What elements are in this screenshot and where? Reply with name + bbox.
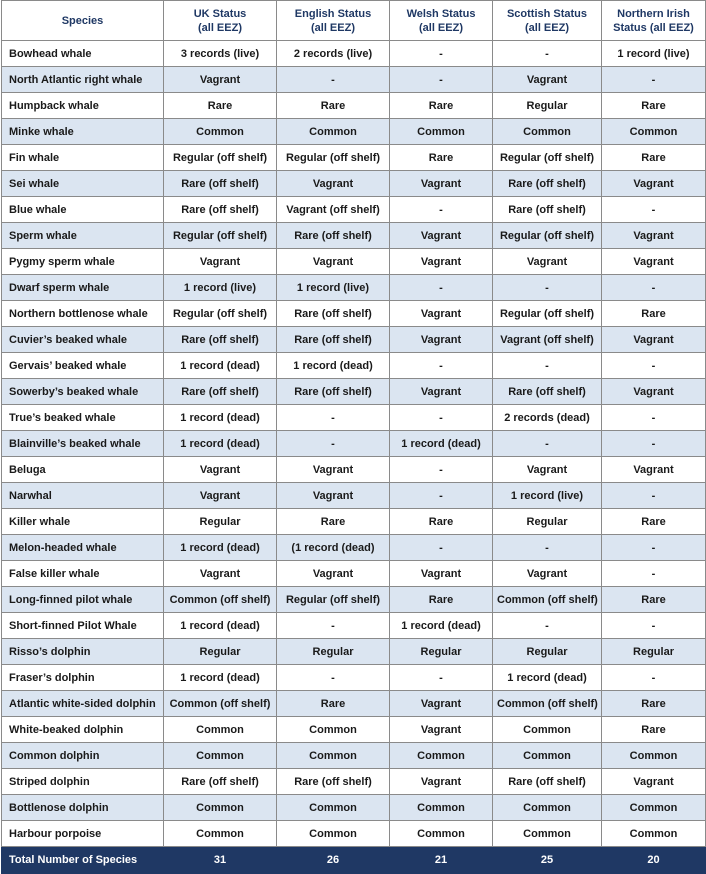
- northern-irish-status-cell: -: [602, 561, 706, 587]
- welsh-status-cell: Vagrant: [390, 249, 493, 275]
- welsh-status-cell: Vagrant: [390, 717, 493, 743]
- english-status-cell: -: [277, 405, 390, 431]
- english-status-cell: 1 record (dead): [277, 353, 390, 379]
- table-row: [2, 67, 706, 93]
- scottish-status-cell: -: [493, 41, 602, 67]
- scottish-status-cell: Common: [493, 821, 602, 847]
- total-uk: 31: [164, 847, 277, 874]
- total-label: Total Number of Species: [2, 847, 164, 874]
- english-status-cell: Vagrant: [277, 483, 390, 509]
- english-status-cell: -: [277, 67, 390, 93]
- welsh-status-cell: 1 record (dead): [390, 613, 493, 639]
- table-row: [2, 613, 706, 639]
- species-cell: Harbour porpoise: [2, 821, 164, 847]
- welsh-status-cell: -: [390, 353, 493, 379]
- scottish-status-cell: 2 records (dead): [493, 405, 602, 431]
- english-status-cell: 2 records (live): [277, 41, 390, 67]
- species-cell: Gervais’ beaked whale: [2, 353, 164, 379]
- scottish-status-cell: Common: [493, 717, 602, 743]
- table-row: [2, 509, 706, 535]
- english-status-cell: -: [277, 613, 390, 639]
- welsh-status-cell: Rare: [390, 509, 493, 535]
- northern-irish-status-cell: Common: [602, 795, 706, 821]
- header-uk-status: UK Status (all EEZ): [164, 1, 277, 41]
- northern-irish-status-cell: Common: [602, 743, 706, 769]
- welsh-status-cell: -: [390, 197, 493, 223]
- scottish-status-cell: Vagrant (off shelf): [493, 327, 602, 353]
- header-northern-irish-status: Northern Irish Status (all EEZ): [602, 1, 706, 41]
- welsh-status-cell: Common: [390, 795, 493, 821]
- northern-irish-status-cell: 1 record (live): [602, 41, 706, 67]
- uk-status-cell: Regular (off shelf): [164, 145, 277, 171]
- northern-irish-status-cell: Common: [602, 821, 706, 847]
- table-row: [2, 405, 706, 431]
- english-status-cell: Rare (off shelf): [277, 769, 390, 795]
- welsh-status-cell: Vagrant: [390, 327, 493, 353]
- scottish-status-cell: Common (off shelf): [493, 587, 602, 613]
- english-status-cell: Rare (off shelf): [277, 379, 390, 405]
- table-row: [2, 639, 706, 665]
- scottish-status-cell: -: [493, 535, 602, 561]
- species-cell: Sowerby’s beaked whale: [2, 379, 164, 405]
- northern-irish-status-cell: Rare: [602, 587, 706, 613]
- species-cell: Cuvier’s beaked whale: [2, 327, 164, 353]
- species-cell: Pygmy sperm whale: [2, 249, 164, 275]
- table-header: [2, 1, 706, 41]
- uk-status-cell: Regular: [164, 639, 277, 665]
- welsh-status-cell: Vagrant: [390, 223, 493, 249]
- uk-status-cell: Common: [164, 717, 277, 743]
- total-scottish: 25: [493, 847, 602, 874]
- uk-status-cell: Common: [164, 743, 277, 769]
- species-cell: Common dolphin: [2, 743, 164, 769]
- scottish-status-cell: 1 record (live): [493, 483, 602, 509]
- northern-irish-status-cell: Rare: [602, 145, 706, 171]
- uk-status-cell: Vagrant: [164, 457, 277, 483]
- total-english: 26: [277, 847, 390, 874]
- uk-status-cell: Vagrant: [164, 249, 277, 275]
- table-row: [2, 795, 706, 821]
- species-cell: Sei whale: [2, 171, 164, 197]
- uk-status-cell: Common (off shelf): [164, 691, 277, 717]
- welsh-status-cell: Vagrant: [390, 171, 493, 197]
- northern-irish-status-cell: Regular: [602, 639, 706, 665]
- northern-irish-status-cell: Vagrant: [602, 769, 706, 795]
- table-row: [2, 223, 706, 249]
- northern-irish-status-cell: -: [602, 353, 706, 379]
- english-status-cell: Vagrant: [277, 457, 390, 483]
- species-cell: Short-finned Pilot Whale: [2, 613, 164, 639]
- uk-status-cell: Rare (off shelf): [164, 197, 277, 223]
- northern-irish-status-cell: -: [602, 67, 706, 93]
- scottish-status-cell: Regular (off shelf): [493, 301, 602, 327]
- uk-status-cell: Regular: [164, 509, 277, 535]
- species-cell: Atlantic white-sided dolphin: [2, 691, 164, 717]
- english-status-cell: 1 record (live): [277, 275, 390, 301]
- table-row: [2, 483, 706, 509]
- uk-status-cell: 1 record (dead): [164, 613, 277, 639]
- welsh-status-cell: -: [390, 41, 493, 67]
- uk-status-cell: 1 record (live): [164, 275, 277, 301]
- scottish-status-cell: Common (off shelf): [493, 691, 602, 717]
- species-cell: Killer whale: [2, 509, 164, 535]
- table-row: [2, 275, 706, 301]
- species-cell: Dwarf sperm whale: [2, 275, 164, 301]
- table-row: [2, 379, 706, 405]
- english-status-cell: Rare: [277, 93, 390, 119]
- species-cell: Bottlenose dolphin: [2, 795, 164, 821]
- species-cell: Fraser’s dolphin: [2, 665, 164, 691]
- table-row: [2, 431, 706, 457]
- uk-status-cell: Common (off shelf): [164, 587, 277, 613]
- english-status-cell: Rare (off shelf): [277, 327, 390, 353]
- header-species: Species: [2, 1, 164, 41]
- species-cell: Blainville’s beaked whale: [2, 431, 164, 457]
- species-cell: Bowhead whale: [2, 41, 164, 67]
- english-status-cell: -: [277, 431, 390, 457]
- uk-status-cell: 1 record (dead): [164, 405, 277, 431]
- welsh-status-cell: Vagrant: [390, 301, 493, 327]
- species-cell: Blue whale: [2, 197, 164, 223]
- uk-status-cell: Vagrant: [164, 67, 277, 93]
- english-status-cell: Common: [277, 717, 390, 743]
- english-status-cell: Vagrant: [277, 561, 390, 587]
- northern-irish-status-cell: Vagrant: [602, 457, 706, 483]
- table-row: [2, 171, 706, 197]
- scottish-status-cell: -: [493, 275, 602, 301]
- table-row: [2, 41, 706, 67]
- welsh-status-cell: Regular: [390, 639, 493, 665]
- uk-status-cell: Vagrant: [164, 561, 277, 587]
- northern-irish-status-cell: Rare: [602, 717, 706, 743]
- northern-irish-status-cell: Common: [602, 119, 706, 145]
- table-row: [2, 821, 706, 847]
- northern-irish-status-cell: Vagrant: [602, 327, 706, 353]
- scottish-status-cell: Common: [493, 119, 602, 145]
- northern-irish-status-cell: -: [602, 431, 706, 457]
- scottish-status-cell: -: [493, 431, 602, 457]
- species-cell: Beluga: [2, 457, 164, 483]
- uk-status-cell: Regular (off shelf): [164, 301, 277, 327]
- scottish-status-cell: Regular: [493, 509, 602, 535]
- english-status-cell: Regular (off shelf): [277, 587, 390, 613]
- uk-status-cell: Common: [164, 795, 277, 821]
- english-status-cell: Regular (off shelf): [277, 145, 390, 171]
- total-welsh: 21: [390, 847, 493, 874]
- table-row: [2, 145, 706, 171]
- english-status-cell: -: [277, 665, 390, 691]
- uk-status-cell: Rare: [164, 93, 277, 119]
- welsh-status-cell: 1 record (dead): [390, 431, 493, 457]
- species-cell: Northern bottlenose whale: [2, 301, 164, 327]
- uk-status-cell: 1 record (dead): [164, 431, 277, 457]
- scottish-status-cell: -: [493, 613, 602, 639]
- uk-status-cell: Common: [164, 119, 277, 145]
- species-cell: Minke whale: [2, 119, 164, 145]
- northern-irish-status-cell: Vagrant: [602, 171, 706, 197]
- table-row: [2, 301, 706, 327]
- header-english-status: English Status (all EEZ): [277, 1, 390, 41]
- english-status-cell: Vagrant (off shelf): [277, 197, 390, 223]
- scottish-status-cell: 1 record (dead): [493, 665, 602, 691]
- uk-status-cell: Rare (off shelf): [164, 327, 277, 353]
- welsh-status-cell: Vagrant: [390, 769, 493, 795]
- species-cell: North Atlantic right whale: [2, 67, 164, 93]
- species-cell: Striped dolphin: [2, 769, 164, 795]
- northern-irish-status-cell: -: [602, 613, 706, 639]
- welsh-status-cell: -: [390, 275, 493, 301]
- northern-irish-status-cell: -: [602, 275, 706, 301]
- uk-status-cell: Rare (off shelf): [164, 769, 277, 795]
- scottish-status-cell: Regular (off shelf): [493, 145, 602, 171]
- scottish-status-cell: Vagrant: [493, 67, 602, 93]
- northern-irish-status-cell: Vagrant: [602, 249, 706, 275]
- table-row: [2, 353, 706, 379]
- english-status-cell: Common: [277, 119, 390, 145]
- uk-status-cell: 1 record (dead): [164, 665, 277, 691]
- table-row: [2, 743, 706, 769]
- welsh-status-cell: Common: [390, 119, 493, 145]
- scottish-status-cell: -: [493, 353, 602, 379]
- uk-status-cell: Regular (off shelf): [164, 223, 277, 249]
- uk-status-cell: 1 record (dead): [164, 535, 277, 561]
- header-row: [2, 1, 706, 41]
- english-status-cell: Rare: [277, 691, 390, 717]
- northern-irish-status-cell: Rare: [602, 93, 706, 119]
- species-cell: White-beaked dolphin: [2, 717, 164, 743]
- species-cell: Risso’s dolphin: [2, 639, 164, 665]
- uk-status-cell: Rare (off shelf): [164, 171, 277, 197]
- english-status-cell: Vagrant: [277, 171, 390, 197]
- uk-status-cell: 1 record (dead): [164, 353, 277, 379]
- table-row: [2, 535, 706, 561]
- scottish-status-cell: Vagrant: [493, 457, 602, 483]
- welsh-status-cell: -: [390, 483, 493, 509]
- uk-status-cell: Vagrant: [164, 483, 277, 509]
- northern-irish-status-cell: -: [602, 483, 706, 509]
- english-status-cell: Common: [277, 743, 390, 769]
- english-status-cell: Rare: [277, 509, 390, 535]
- table-row: [2, 457, 706, 483]
- welsh-status-cell: Common: [390, 821, 493, 847]
- header-welsh-status: Welsh Status (all EEZ): [390, 1, 493, 41]
- welsh-status-cell: -: [390, 535, 493, 561]
- species-cell: Melon-headed whale: [2, 535, 164, 561]
- scottish-status-cell: Common: [493, 743, 602, 769]
- table-row: [2, 93, 706, 119]
- scottish-status-cell: Vagrant: [493, 249, 602, 275]
- english-status-cell: Rare (off shelf): [277, 301, 390, 327]
- northern-irish-status-cell: Rare: [602, 509, 706, 535]
- scottish-status-cell: Rare (off shelf): [493, 379, 602, 405]
- table-row: [2, 691, 706, 717]
- table-footer: [2, 847, 706, 874]
- scottish-status-cell: Regular: [493, 93, 602, 119]
- uk-status-cell: Rare (off shelf): [164, 379, 277, 405]
- table-row: [2, 327, 706, 353]
- scottish-status-cell: Vagrant: [493, 561, 602, 587]
- uk-status-cell: Common: [164, 821, 277, 847]
- total-northern-irish: 20: [602, 847, 706, 874]
- table-row: [2, 769, 706, 795]
- northern-irish-status-cell: -: [602, 197, 706, 223]
- species-cell: Humpback whale: [2, 93, 164, 119]
- scottish-status-cell: Rare (off shelf): [493, 197, 602, 223]
- species-cell: Sperm whale: [2, 223, 164, 249]
- table-body: [2, 41, 706, 847]
- species-cell: False killer whale: [2, 561, 164, 587]
- english-status-cell: Common: [277, 795, 390, 821]
- northern-irish-status-cell: Vagrant: [602, 379, 706, 405]
- welsh-status-cell: Common: [390, 743, 493, 769]
- table-row: [2, 119, 706, 145]
- uk-status-cell: 3 records (live): [164, 41, 277, 67]
- species-cell: True’s beaked whale: [2, 405, 164, 431]
- scottish-status-cell: Common: [493, 795, 602, 821]
- welsh-status-cell: -: [390, 457, 493, 483]
- welsh-status-cell: Vagrant: [390, 561, 493, 587]
- welsh-status-cell: -: [390, 665, 493, 691]
- scottish-status-cell: Regular (off shelf): [493, 223, 602, 249]
- table-row: [2, 665, 706, 691]
- english-status-cell: (1 record (dead): [277, 535, 390, 561]
- species-cell: Fin whale: [2, 145, 164, 171]
- species-status-table: [1, 0, 706, 874]
- table-row: [2, 717, 706, 743]
- table-row: [2, 197, 706, 223]
- table-row: [2, 249, 706, 275]
- welsh-status-cell: -: [390, 405, 493, 431]
- northern-irish-status-cell: Rare: [602, 691, 706, 717]
- northern-irish-status-cell: Rare: [602, 301, 706, 327]
- table-row: [2, 561, 706, 587]
- welsh-status-cell: Vagrant: [390, 691, 493, 717]
- english-status-cell: Common: [277, 821, 390, 847]
- english-status-cell: Regular: [277, 639, 390, 665]
- total-row: [2, 847, 706, 874]
- english-status-cell: Vagrant: [277, 249, 390, 275]
- species-cell: Long-finned pilot whale: [2, 587, 164, 613]
- scottish-status-cell: Rare (off shelf): [493, 769, 602, 795]
- welsh-status-cell: Rare: [390, 587, 493, 613]
- welsh-status-cell: Vagrant: [390, 379, 493, 405]
- northern-irish-status-cell: -: [602, 405, 706, 431]
- northern-irish-status-cell: Vagrant: [602, 223, 706, 249]
- english-status-cell: Rare (off shelf): [277, 223, 390, 249]
- header-scottish-status: Scottish Status (all EEZ): [493, 1, 602, 41]
- northern-irish-status-cell: -: [602, 535, 706, 561]
- welsh-status-cell: -: [390, 67, 493, 93]
- northern-irish-status-cell: -: [602, 665, 706, 691]
- welsh-status-cell: Rare: [390, 93, 493, 119]
- scottish-status-cell: Regular: [493, 639, 602, 665]
- scottish-status-cell: Rare (off shelf): [493, 171, 602, 197]
- species-cell: Narwhal: [2, 483, 164, 509]
- welsh-status-cell: Rare: [390, 145, 493, 171]
- table-row: [2, 587, 706, 613]
